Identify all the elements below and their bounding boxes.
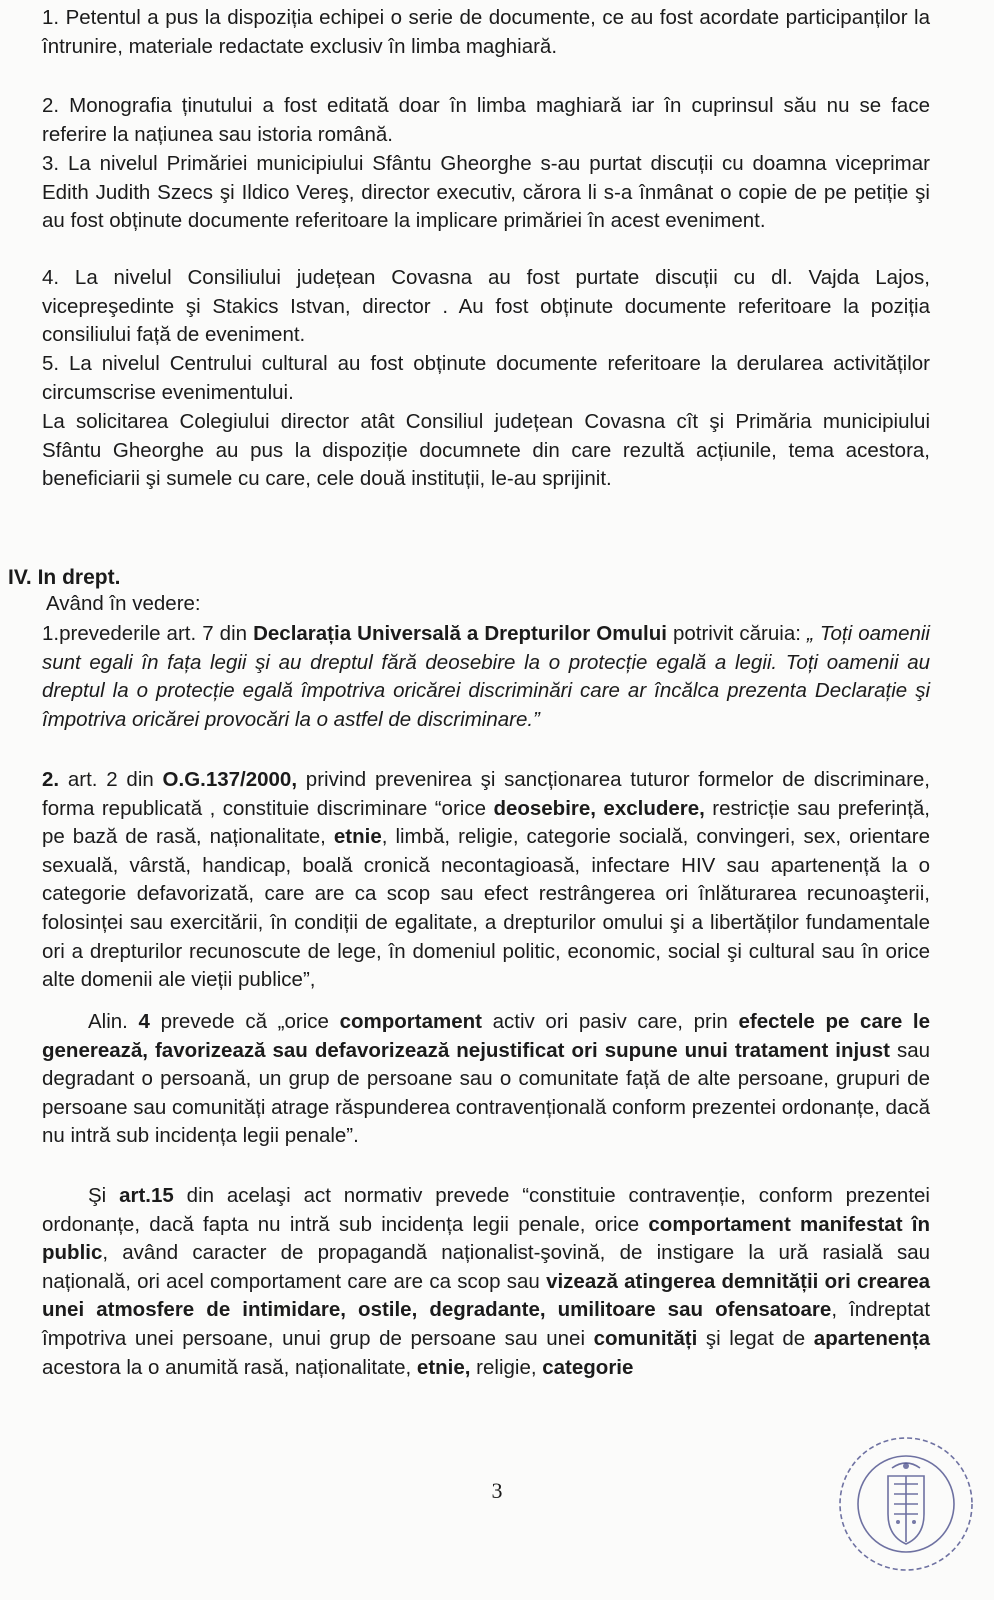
alin-paragraph (42, 1008, 930, 1151)
alin-text-3: activ ori pasiv care, prin (481, 1010, 739, 1033)
item-2-number: 2. (42, 768, 60, 791)
alin-bold-1: 4 (138, 1010, 150, 1033)
art15-bold-4: comunități (593, 1326, 698, 1350)
item-2-bold-1: O.G.137/2000, (162, 768, 298, 791)
art15-text-1: Şi (88, 1184, 120, 1207)
art15-bold-3: vizează atingerea demnității ori crearea unei atmosfere de intimidare, ostile, degradante, umilitoare sau ofensatoare (42, 1269, 930, 1322)
item-2 (42, 766, 930, 995)
art15-bold-1: art.15 (119, 1184, 174, 1207)
item-1-mid: potrivit căruia: (666, 622, 807, 645)
alin-text-4: sau degradant o persoană, un grup de persoane sau o comunitate față de alte persoane, grupuri de persoane sau comunități atrage răspunderea contravențională conform prezentei ordonanțe, dacă nu intră sub incidența legii penale”. (42, 1038, 930, 1148)
art15-text-4: , îndreptat împotriva unei persoane, unui grup de persoane sau unei (42, 1298, 931, 1350)
intro-line: Având în vedere: (46, 592, 201, 615)
section-heading: IV. In drept. (8, 566, 121, 589)
item-2-text-3: restricție sau preferință, pe bază de rasă, naționalitate, (42, 796, 930, 849)
paragraph-4: 4. La nivelul Consiliului județean Covasna au fost purtate discuții cu dl. Vajda Lajos, vicepreşedinte şi Stakics Istvan, director . Au fost obținute documente referitoare la poziția consiliului față de eveniment. (42, 266, 930, 347)
alin-bold-2: comportament (339, 1010, 482, 1033)
art15-text-3: , având caracter de propagandă naționalist-şovină, de instigare la ură rasială sau națională, ori acel comportament care are ca scop sau (42, 1241, 930, 1293)
item-1-declaration: Declarația Universală a Drepturilor Omului (253, 622, 667, 645)
item-2-text-4: , limbă, religie, categorie socială, convingeri, sex, orientare sexuală, vârstă, handicap, boală cronică necontagioasă, infectare HIV sau apartenență la o categorie defavorizată, care are ca scop sau efect restrângerea ori înlăturarea recunoaşterii, folosinței sau exercitării, în condiții de egalitate, a drepturilor omului şi a libertăților fundamentale ori a drepturilor recunoscute de lege, în domeniul politic, economic, social şi cultural sau în orice alte domenii ale vieții publice”, (42, 825, 930, 992)
art15-paragraph (42, 1182, 930, 1382)
art15-text-5: şi legat de (697, 1326, 814, 1350)
art15-bold-6: etnie, (416, 1355, 471, 1379)
alin-text-1: Alin. (88, 1010, 139, 1033)
stamp-seal-icon (828, 1418, 978, 1588)
alin-text-2: prevede că „orice (149, 1010, 340, 1033)
art15-text-6: acestora la o anumită rasă, naționalitate, (42, 1355, 417, 1379)
paragraph-2: 2. Monografia ținutului a fost editată doar în limba maghiară iar în cuprinsul său nu se face referire la națiunea sau istoria română. (42, 94, 930, 146)
item-2-bold-3: etnie (333, 825, 382, 849)
paragraph-6: La solicitarea Colegiului director atât Consiliul județean Covasna cît şi Primăria municipiului Sfântu Gheorghe au pus la dispoziție documnete din care rezultă acțiunile, tema acestora, beneficiarii şi sumele cu care, cele două instituții, le-au sprijinit. (42, 410, 930, 491)
item-2-text-2: privind prevenirea şi sancționarea tuturor formelor de discriminare, forma republicată , constituie discriminare “orice (42, 768, 930, 820)
paragraph-1: 1. Petentul a pus la dispoziția echipei o serie de documente, ce au fost acordate participanților la întrunire, materiale redactate exclusiv în limba maghiară. (42, 6, 930, 58)
item-1-lead: 1.prevederile art. 7 din (42, 622, 254, 645)
page-number: 3 (491, 1478, 503, 1503)
art15-text-7: religie, (470, 1355, 543, 1379)
item-2-bold-2: deosebire, excludere, (493, 796, 705, 820)
art15-bold-7: categorie (542, 1355, 634, 1379)
item-1-quote: „ Toți oamenii sunt egali în fața legii şi au dreptul fără deosebire la o protecție egală a legii. Toți oamenii au dreptul la o protecție egală împotriva oricărei discriminări care ar încălca prezenta Declarație şi împotriva oricărei provocări la o astfel de discriminare.” (42, 622, 930, 731)
art15-bold-5: apartenența (813, 1326, 931, 1350)
art15-text-2: din acelaşi act normativ prevede “constituie contravenție, conform prezentei ordonanțe, dacă fapta nu intră sub incidența legii penale, orice (42, 1184, 930, 1236)
paragraph-3: 3. La nivelul Primăriei municipiului Sfântu Gheorghe s-au purtat discuții cu doamna viceprimar Edith Judith Szecs şi Ildico Vereş, director executiv, cărora li s-a înmânat o copie de pe petiție şi au fost obținute documente referitoare la implicare primăriei în acest eveniment. (42, 152, 930, 233)
art15-bold-2: comportament manifestat în public (42, 1212, 930, 1265)
paragraph-5: 5. La nivelul Centrului cultural au fost obținute documente referitoare la derularea activităților circumscrise evenimentului. (42, 352, 930, 404)
item-1 (42, 620, 930, 734)
alin-bold-3: efectele pe care le generează, favorizează sau defavorizează nejustificat ori supune unui tratament injust (42, 1010, 930, 1062)
item-2-text-1: art. 2 din (59, 768, 163, 791)
